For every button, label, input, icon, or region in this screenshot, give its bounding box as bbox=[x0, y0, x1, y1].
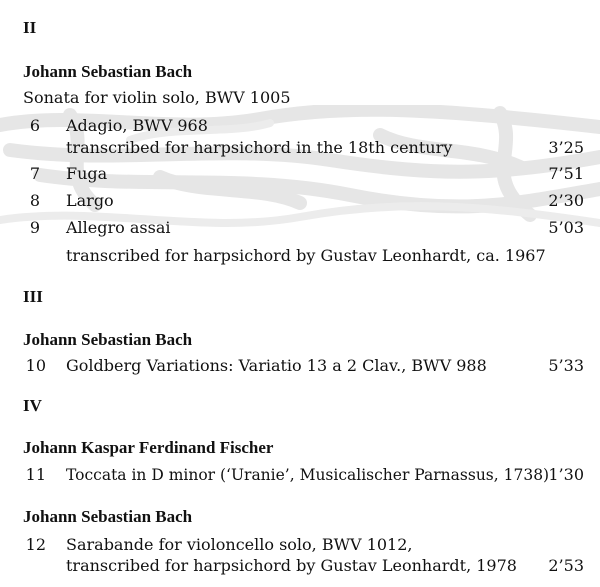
track-number: 11 bbox=[25, 465, 46, 484]
track-title: Largo bbox=[66, 191, 114, 210]
track-title: Toccata in D minor (‘Uranie’, Musicalischer Parnassus, 1738) bbox=[66, 466, 550, 484]
track-duration: 5’03 bbox=[548, 218, 584, 237]
track-duration: 2’30 bbox=[548, 191, 584, 210]
section-number-iv: IV bbox=[23, 396, 42, 415]
track-number: 9 bbox=[29, 218, 40, 237]
track-number: 6 bbox=[29, 116, 40, 135]
composer-heading: Johann Kaspar Ferdinand Fischer bbox=[23, 438, 274, 457]
track-duration: 5’33 bbox=[548, 356, 584, 375]
composer-heading: Johann Sebastian Bach bbox=[23, 507, 193, 526]
track-number: 12 bbox=[25, 535, 46, 554]
track-duration: 1’30 bbox=[548, 465, 584, 484]
composer-heading: Johann Sebastian Bach bbox=[23, 62, 193, 81]
track-duration: 2’53 bbox=[548, 556, 584, 575]
track-title: Goldberg Variations: Variatio 13 a 2 Clav., BWV 988 bbox=[66, 356, 487, 375]
transcription-note: transcribed for harpsichord by Gustav Leonhardt, ca. 1967 bbox=[66, 246, 546, 265]
track-title: Fuga bbox=[66, 164, 108, 183]
track-duration: 3’25 bbox=[548, 138, 584, 157]
composer-heading: Johann Sebastian Bach bbox=[23, 330, 193, 349]
work-title: Sonata for violin solo, BWV 1005 bbox=[23, 88, 291, 107]
track-subtitle: transcribed for harpsichord by Gustav Leonhardt, 1978 bbox=[66, 556, 517, 575]
track-number: 10 bbox=[25, 356, 46, 375]
track-duration: 7’51 bbox=[548, 164, 584, 183]
track-subtitle: transcribed for harpsichord in the 18th century bbox=[66, 138, 453, 157]
track-number: 7 bbox=[29, 164, 40, 183]
section-number-ii: II bbox=[23, 18, 37, 37]
track-title: Adagio, BWV 968 bbox=[66, 116, 208, 135]
track-title: Allegro assai bbox=[66, 218, 171, 237]
track-number: 8 bbox=[29, 191, 40, 210]
track-title: Sarabande for violoncello solo, BWV 1012, bbox=[66, 535, 413, 554]
section-number-iii: III bbox=[23, 287, 43, 306]
